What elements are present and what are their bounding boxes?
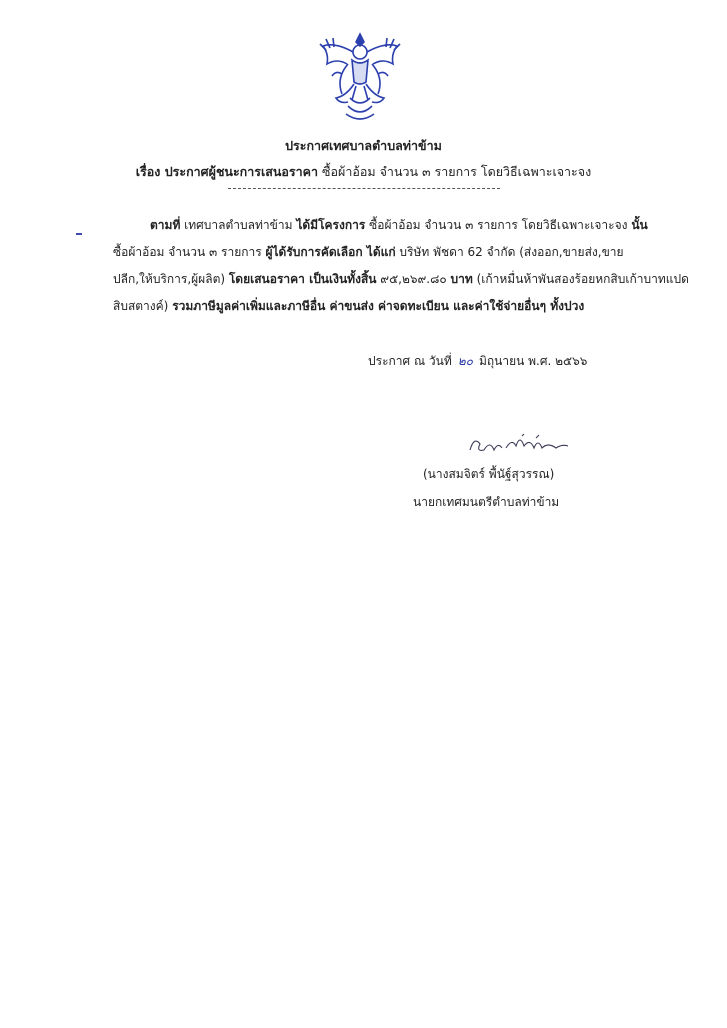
body-text: นั้น [631, 218, 648, 232]
body-line-2 [113, 243, 624, 262]
handwritten-signature [466, 430, 576, 458]
body-text: ๙๕,๒๖๙.๘๐ [376, 272, 451, 286]
body-line-4 [113, 297, 584, 316]
body-text: สิบสตางค์) [113, 299, 173, 313]
dashed-divider [228, 188, 500, 189]
body-text: (เก้าหมื่นห้าพันสองร้อยหกสิบเก้าบาทแปด [472, 272, 689, 286]
date-month-year: มิถุนายน พ.ศ. ๒๕๖๖ [478, 354, 588, 368]
date-day: ๒๐ [457, 354, 473, 368]
garuda-emblem-icon [312, 28, 408, 124]
subject-text: ซื้อผ้าอ้อม จำนวน ๓ รายการ โดยวิธีเฉพาะเจาะจง [318, 164, 592, 179]
body-text: บาท [450, 272, 473, 286]
body-text: บริษัท พัชดา 62 จำกัด (ส่งออก,ขายส่ง,ขาย [395, 245, 624, 259]
body-text: รวมภาษีมูลค่าเพิ่มและภาษีอื่น ค่าขนส่ง ค่าจดทะเบียน และค่าใช้จ่ายอื่นๆ ทั้งปวง [172, 299, 585, 313]
announcement-subject [0, 162, 727, 182]
body-text: ได้มีโครงการ [296, 218, 366, 232]
body-line-1 [150, 216, 648, 235]
body-line-3 [113, 270, 689, 289]
body-text: โดยเสนอราคา เป็นเงินทั้งสิ้น [228, 272, 377, 286]
margin-mark [76, 233, 82, 235]
subject-label: เรื่อง ประกาศผู้ชนะการเสนอราคา [135, 164, 319, 179]
body-text: ปลีก,ให้บริการ,ผู้ผลิต) [113, 272, 229, 286]
body-text: ตามที่ [150, 218, 181, 232]
signatory-name: (นางสมจิตร์ พื้นัฐ์สุวรรณ) [423, 467, 555, 481]
body-text: ซื้อผ้าอ้อม จำนวน ๓ รายการ [113, 245, 266, 259]
body-text: ผู้ได้รับการคัดเลือก ได้แก่ [265, 245, 396, 259]
body-text: เทศบาลตำบลท่าข้าม [180, 218, 297, 232]
announcement-title: ประกาศเทศบาลตำบลท่าข้าม [285, 138, 442, 153]
body-text: ซื้อผ้าอ้อม จำนวน ๓ รายการ โดยวิธีเฉพาะเจาะจง [365, 218, 632, 232]
signatory-position: นายกเทศมนตรีตำบลท่าข้าม [413, 495, 560, 509]
date-prefix: ประกาศ ณ วันที่ [368, 354, 452, 368]
announcement-date [368, 352, 587, 371]
